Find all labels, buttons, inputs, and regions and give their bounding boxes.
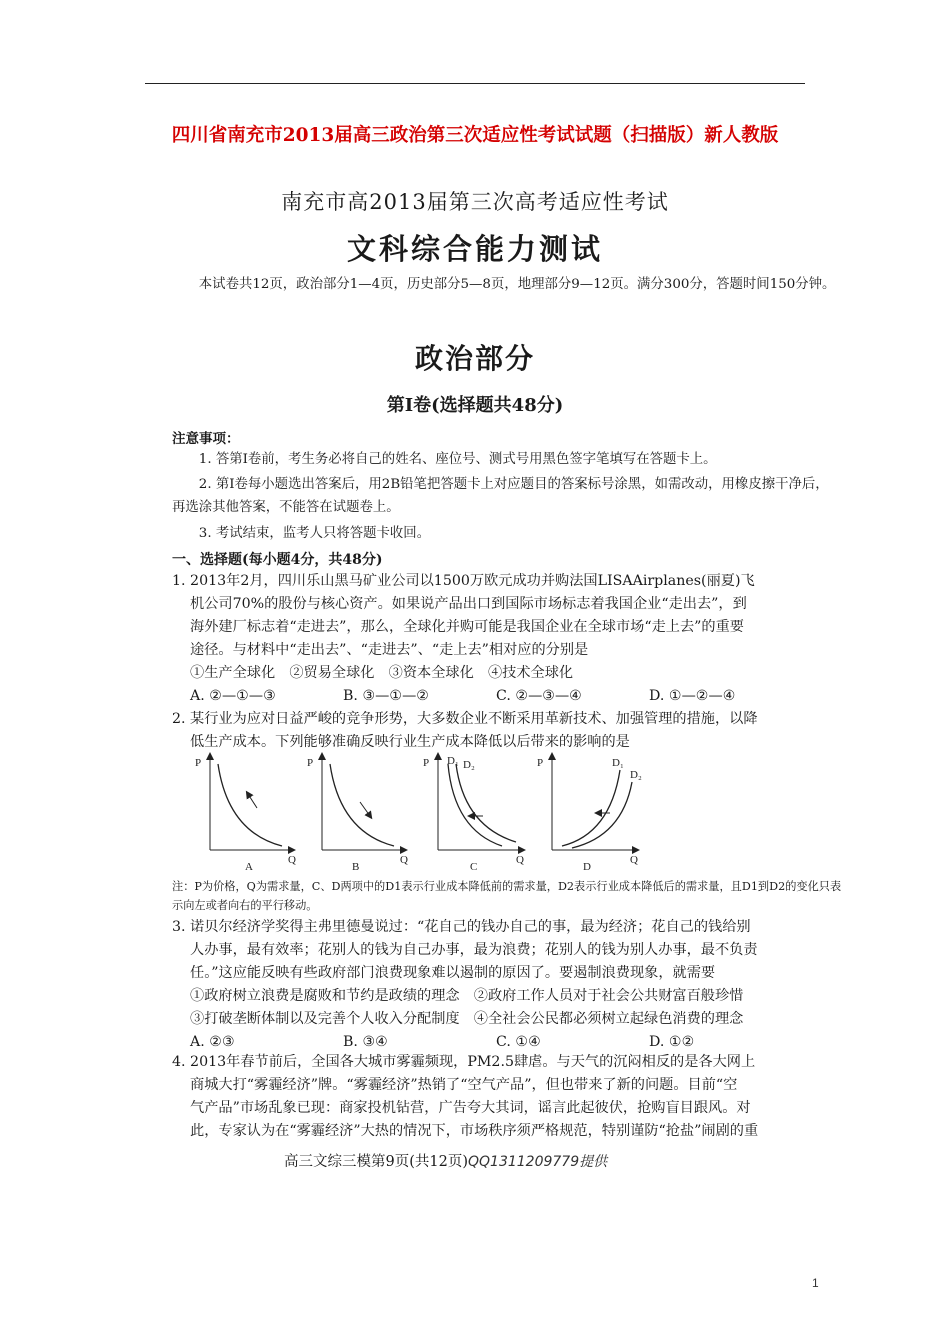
question-3: [172, 916, 844, 1054]
graph-a-name: A: [245, 861, 253, 873]
volume-title: 第Ⅰ卷(选择题共48分): [386, 395, 564, 416]
graph-b-p-label: P: [307, 757, 314, 769]
exam-main-title: 文科综合能力测试: [346, 232, 603, 266]
notice-item: 2. 第Ⅰ卷每小题选出答案后，用2B铅笔把答题卡上对应题目的答案标号涂黑，如需改动，用橡皮擦干净后，再选涂其他答案，不能答在试题卷上。: [172, 477, 829, 515]
notice-heading: 注意事项：: [172, 431, 240, 447]
option-b: B. ③—①—②: [343, 688, 429, 704]
option-a: A. ②—①—③: [190, 688, 276, 704]
option-d: D. ①②: [649, 1034, 695, 1050]
part-heading: 一、选择题(每小题4分，共48分): [172, 552, 383, 568]
notice-item: 3. 考试结束，监考人只将答题卡收回。: [198, 526, 431, 541]
question-line: ①政府树立浪费是腐败和节约是政绩的理念 ②政府工作人员对于社会公共财富百般珍惜: [190, 988, 744, 1004]
notice-item: 1. 答第Ⅰ卷前，考生务必将自己的姓名、座位号、测式号用黑色签字笔填写在答题卡上。: [198, 452, 717, 467]
option-c: C. ②—③—④: [496, 688, 582, 704]
question-line: 4. 2013年春节前后，全国各大城市雾霾频现，PM2.5肆虐。与天气的沉闷相反的是各大网上: [172, 1054, 756, 1070]
question-line: 商城大打“雾霾经济”牌。“雾霾经济”热销了“空气产品”，但也带来了新的问题。目前“空: [190, 1077, 738, 1093]
document-red-title: 四川省南充市2013届高三政治第三次适应性考试试题（扫描版）新人教版: [171, 125, 779, 146]
question-line: 海外建厂标志着“走进去”，那么，全球化并购可能是我国企业在全球市场“走上去”的重要: [190, 619, 744, 635]
graph-d-d2-label: D₂: [630, 769, 642, 781]
graph-d-q-label: Q: [630, 854, 638, 866]
answer-options: [172, 685, 844, 708]
graph-note: 注：P为价格，Q为需求量，C、D两项中的D1表示行业成本降低前的需求量，D2表示行业成本降低后的需求量，且D1到D2的变化只表示向左或者向右的平行移动。: [172, 880, 842, 912]
section-title: 政治部分: [414, 342, 535, 375]
question-line: 机公司70%的股份与核心资产。如果说产品出口到国际市场标志着我国企业“走出去”，到: [190, 596, 747, 612]
graph-b-name: B: [352, 861, 360, 873]
graph-c-p-label: P: [423, 757, 430, 769]
option-a: A. ②③: [190, 1034, 235, 1050]
question-line: ①生产全球化 ②贸易全球化 ③资本全球化 ④技术全球化: [190, 665, 574, 681]
footer-text: 高三文综三模第9页(共12页): [284, 1154, 468, 1170]
graph-b-q-label: Q: [400, 854, 408, 866]
option-c: C. ①④: [496, 1034, 541, 1050]
question-2: [172, 708, 844, 754]
graph-d-name: D: [583, 861, 591, 873]
question-line: ③打破垄断体制以及完善个人收入分配制度 ④全社会公民都必须树立起绿色消费的理念: [190, 1011, 744, 1027]
question-1: [172, 570, 844, 708]
question-line: 1. 2013年2月，四川乐山黑马矿业公司以1500万欧元成功并购法国LISAAirplanes(丽夏)飞: [172, 573, 755, 589]
graph-c: [423, 755, 524, 873]
graph-c-q-label: Q: [516, 854, 524, 866]
page-number: 1: [812, 1276, 819, 1290]
graph-a: [195, 756, 296, 873]
question-line: 2. 某行业为应对日益严峻的竞争形势，大多数企业不断采用革新技术、加强管理的措施，以降: [172, 711, 758, 727]
demand-graphs: [190, 750, 830, 875]
question-line: 人办事，最有效率；花别人的钱为自己办事，最为浪费；花别人的钱为别人办事，最不负责: [190, 942, 758, 958]
exam-subtitle: 南充市高2013届第三次高考适应性考试: [281, 190, 669, 214]
graph-d: [537, 756, 642, 873]
graph-a-p-label: P: [195, 757, 202, 769]
graph-c-d1-label: D₁: [447, 755, 459, 767]
graph-b: [307, 756, 408, 873]
graph-a-q-label: Q: [288, 854, 296, 866]
question-line: 3. 诺贝尔经济学奖得主弗里德曼说过：“花自己的钱办自己的事，最为经济；花自己的钱给别: [172, 919, 751, 935]
graph-d-d1-label: D₁: [612, 757, 624, 769]
exam-intro: 本试卷共12页，政治部分1—4页，历史部分5—8页，地理部分9—12页。满分300分，答题时间150分钟。: [198, 277, 836, 292]
page-footer: [284, 1150, 607, 1171]
option-b: B. ③④: [343, 1034, 388, 1050]
handwritten-note: QQ1311209779提供: [468, 1154, 608, 1170]
header-rule: [145, 83, 805, 84]
question-4: [172, 1051, 844, 1143]
question-line: 低生产成本。下列能够准确反映行业生产成本降低以后带来的影响的是: [190, 734, 630, 750]
option-d: D. ①—②—④: [649, 688, 736, 704]
graph-c-name: C: [470, 861, 478, 873]
graph-d-p-label: P: [537, 757, 544, 769]
question-line: 任。”这应能反映有些政府部门浪费现象难以遏制的原因了。要遏制浪费现象，就需要: [190, 965, 716, 981]
question-line: 途径。与材料中“走出去”、“走进去”、“走上去”相对应的分别是: [190, 642, 589, 658]
graph-c-d2-label: D₂: [463, 759, 475, 771]
question-line: 此，专家认为在“雾霾经济”大热的情况下，市场秩序须严格规范，特别谨防“抢盐”闹剧的重: [190, 1123, 759, 1139]
question-line: 气产品”市场乱象已现：商家投机钻营，广告夸大其词，谣言此起彼伏，抢购盲目跟风。对: [190, 1100, 751, 1116]
